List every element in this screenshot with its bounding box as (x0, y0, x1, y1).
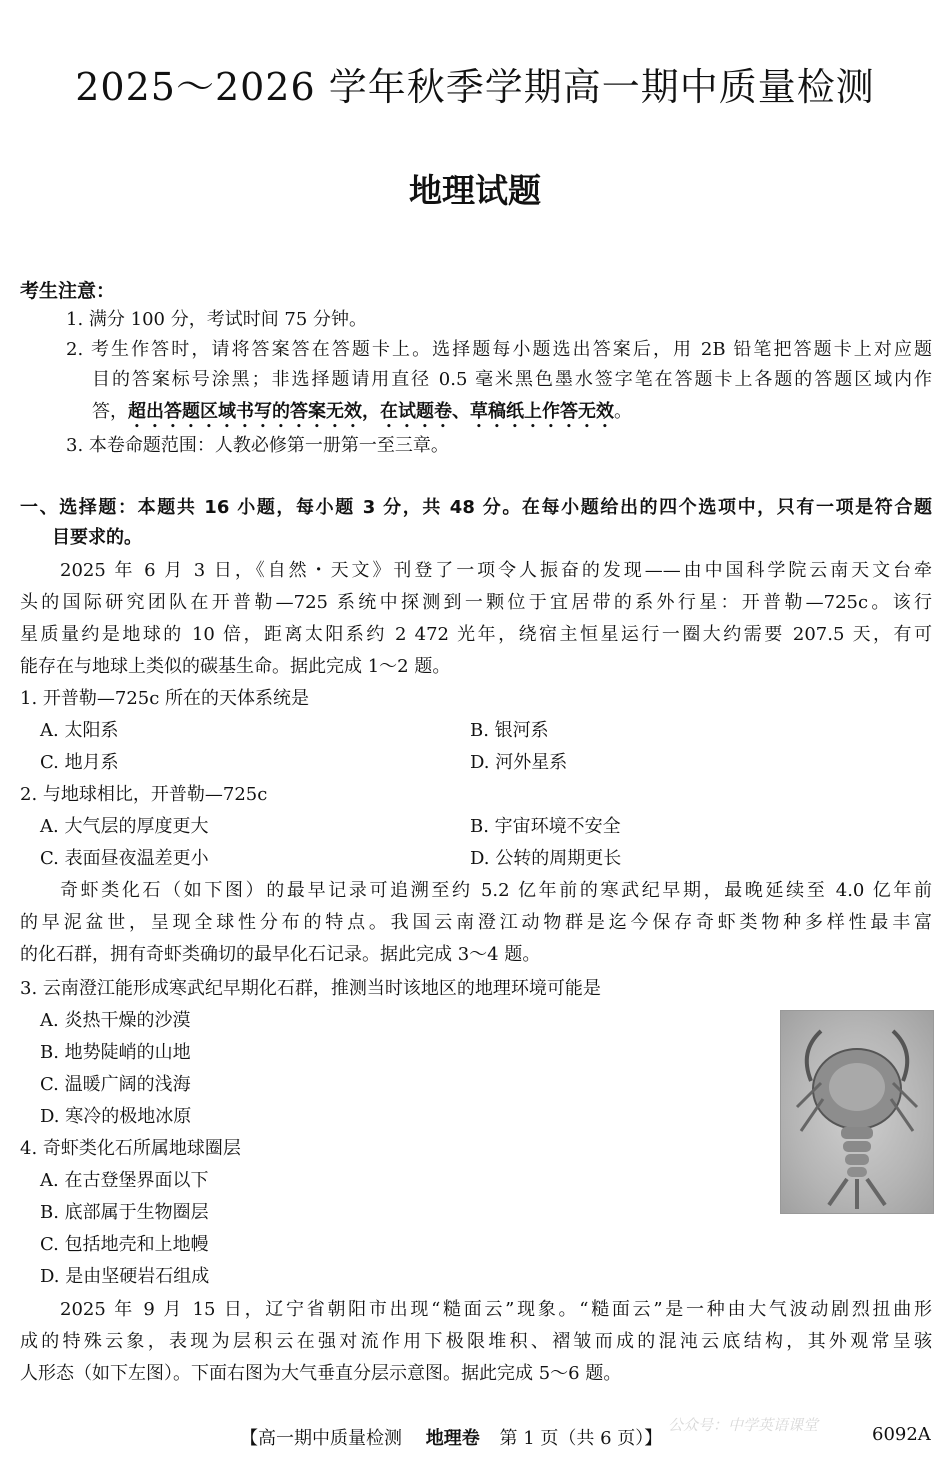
passage-3-line-3: 人形态（如下左图）。下面右图为大气垂直分层示意图。据此完成 5～6 题。 (20, 1363, 622, 1384)
question-3-stem: 3. 云南澄江能形成寒武纪早期化石群，推测当时该地区的地理环境可能是 (20, 978, 601, 999)
question-1-option-c: C. 地月系 (40, 752, 119, 773)
question-3-option-b: B. 地势陡峭的山地 (40, 1042, 191, 1063)
passage-1-line-3: 星质量约是地球的 10 倍，距离太阳系约 2 472 光年，绕宿主恒星运行一圈大约需要 207.5 天，有可 (20, 624, 932, 645)
passage-2-line-3: 的化石群，拥有奇虾类确切的最早化石记录。据此完成 3～4 题。 (20, 944, 541, 965)
notice-item-2-suffix: 。 (614, 401, 632, 422)
notice-item-2-line-1: 2. 考生作答时，请将答案答在答题卡上。选择题每小题选出答案后，用 2B 铅笔把答题卡上对应题 (66, 339, 932, 360)
passage-1-line-1: 2025 年 6 月 3 日，《自然・天文》刊登了一项令人振奋的发现——由中国科学院云南天文台牵 (60, 560, 932, 581)
footer-page-number: 第 1 页（共 6 页） (499, 1428, 645, 1449)
passage-3-line-1: 2025 年 9 月 15 日，辽宁省朝阳市出现“糙面云”现象。“糙面云”是一种由大气波动剧烈扭曲形 (60, 1299, 932, 1320)
question-4-option-a: A. 在古登堡界面以下 (40, 1170, 209, 1191)
passage-2-line-1: 奇虾类化石（如下图）的最早记录可追溯至约 5.2 亿年前的寒武纪早期，最晚延续至 4.0 亿年前 (60, 880, 932, 901)
footer-code: 6092A (872, 1424, 931, 1445)
question-1-option-b: B. 银河系 (470, 720, 549, 741)
subject-title: 地理试题 (409, 171, 541, 210)
footer-subject: 地理卷 (425, 1428, 480, 1449)
notice-item-3: 3. 本卷命题范围：人教必修第一册第一至三章。 (66, 435, 449, 456)
question-3-option-d: D. 寒冷的极地冰原 (40, 1106, 192, 1127)
question-4-option-b: B. 底部属于生物圈层 (40, 1202, 209, 1223)
anomalocaris-fossil-image (780, 1010, 934, 1214)
footer-bracket-left: 【 (240, 1428, 258, 1449)
notice-item-2-line-2: 目的答案标号涂黑；非选择题请用直径 0.5 毫米黑色墨水签字笔在答题卡上各题的答题区域内作 (92, 369, 932, 390)
notice-item-2-prefix: 答， (92, 401, 128, 422)
question-3-option-c: C. 温暖广阔的浅海 (40, 1074, 191, 1095)
notice-item-2-line-3 (92, 398, 632, 432)
question-2-option-a: A. 大气层的厚度更大 (40, 816, 209, 837)
notice-emphasis: 超出答题区域书写的答案无效，在试题卷、草稿纸上作答无效 (128, 401, 614, 422)
question-1-option-d: D. 河外星系 (470, 752, 568, 773)
question-4-stem: 4. 奇虾类化石所属地球圈层 (20, 1138, 241, 1159)
question-4-option-d: D. 是由坚硬岩石组成 (40, 1266, 210, 1287)
section-heading-line-2: 目要求的。 (52, 527, 142, 548)
footer-exam-name: 高一期中质量检测 (258, 1428, 402, 1449)
passage-2-line-2: 的早泥盆世，呈现全球性分布的特点。我国云南澄江动物群是迄今保存奇虾类物种多样性最丰富 (20, 912, 932, 933)
question-1-stem: 1. 开普勒—725c 所在的天体系统是 (20, 688, 310, 709)
passage-3-line-2: 成的特殊云象，表现为层积云在强对流作用下极限堆积、褶皱而成的混沌云底结构，其外观常呈骇 (20, 1331, 932, 1352)
notice-item-1: 1. 满分 100 分，考试时间 75 分钟。 (66, 309, 368, 330)
question-2-option-b: B. 宇宙环境不安全 (470, 816, 621, 837)
section-heading-line-1: 一、选择题：本题共 16 小题，每小题 3 分，共 48 分。在每小题给出的四个选项中，只有一项是符合题 (20, 497, 932, 518)
question-2-option-d: D. 公转的周期更长 (470, 848, 622, 869)
footer-bracket-right: 】 (644, 1428, 663, 1449)
question-4-option-c: C. 包括地壳和上地幔 (40, 1234, 209, 1255)
question-2-option-c: C. 表面昼夜温差更小 (40, 848, 209, 869)
notice-heading: 考生注意： (20, 280, 116, 302)
passage-1-line-2: 头的国际研究团队在开普勒—725 系统中探测到一颗位于宜居带的系外行星：开普勒—725c。该行 (20, 592, 932, 613)
question-3-option-a: A. 炎热干燥的沙漠 (40, 1010, 191, 1031)
exam-title: 2025～2026 学年秋季学期高一期中质量检测 (75, 65, 875, 109)
watermark: 公众号：中学英语课堂 (668, 1416, 819, 1434)
fossil-illustration (781, 1011, 933, 1213)
question-2-stem: 2. 与地球相比，开普勒—725c (20, 784, 268, 805)
page-footer (240, 1424, 662, 1450)
question-1-option-a: A. 太阳系 (40, 720, 119, 741)
passage-1-line-4: 能存在与地球上类似的碳基生命。据此完成 1～2 题。 (20, 656, 451, 677)
